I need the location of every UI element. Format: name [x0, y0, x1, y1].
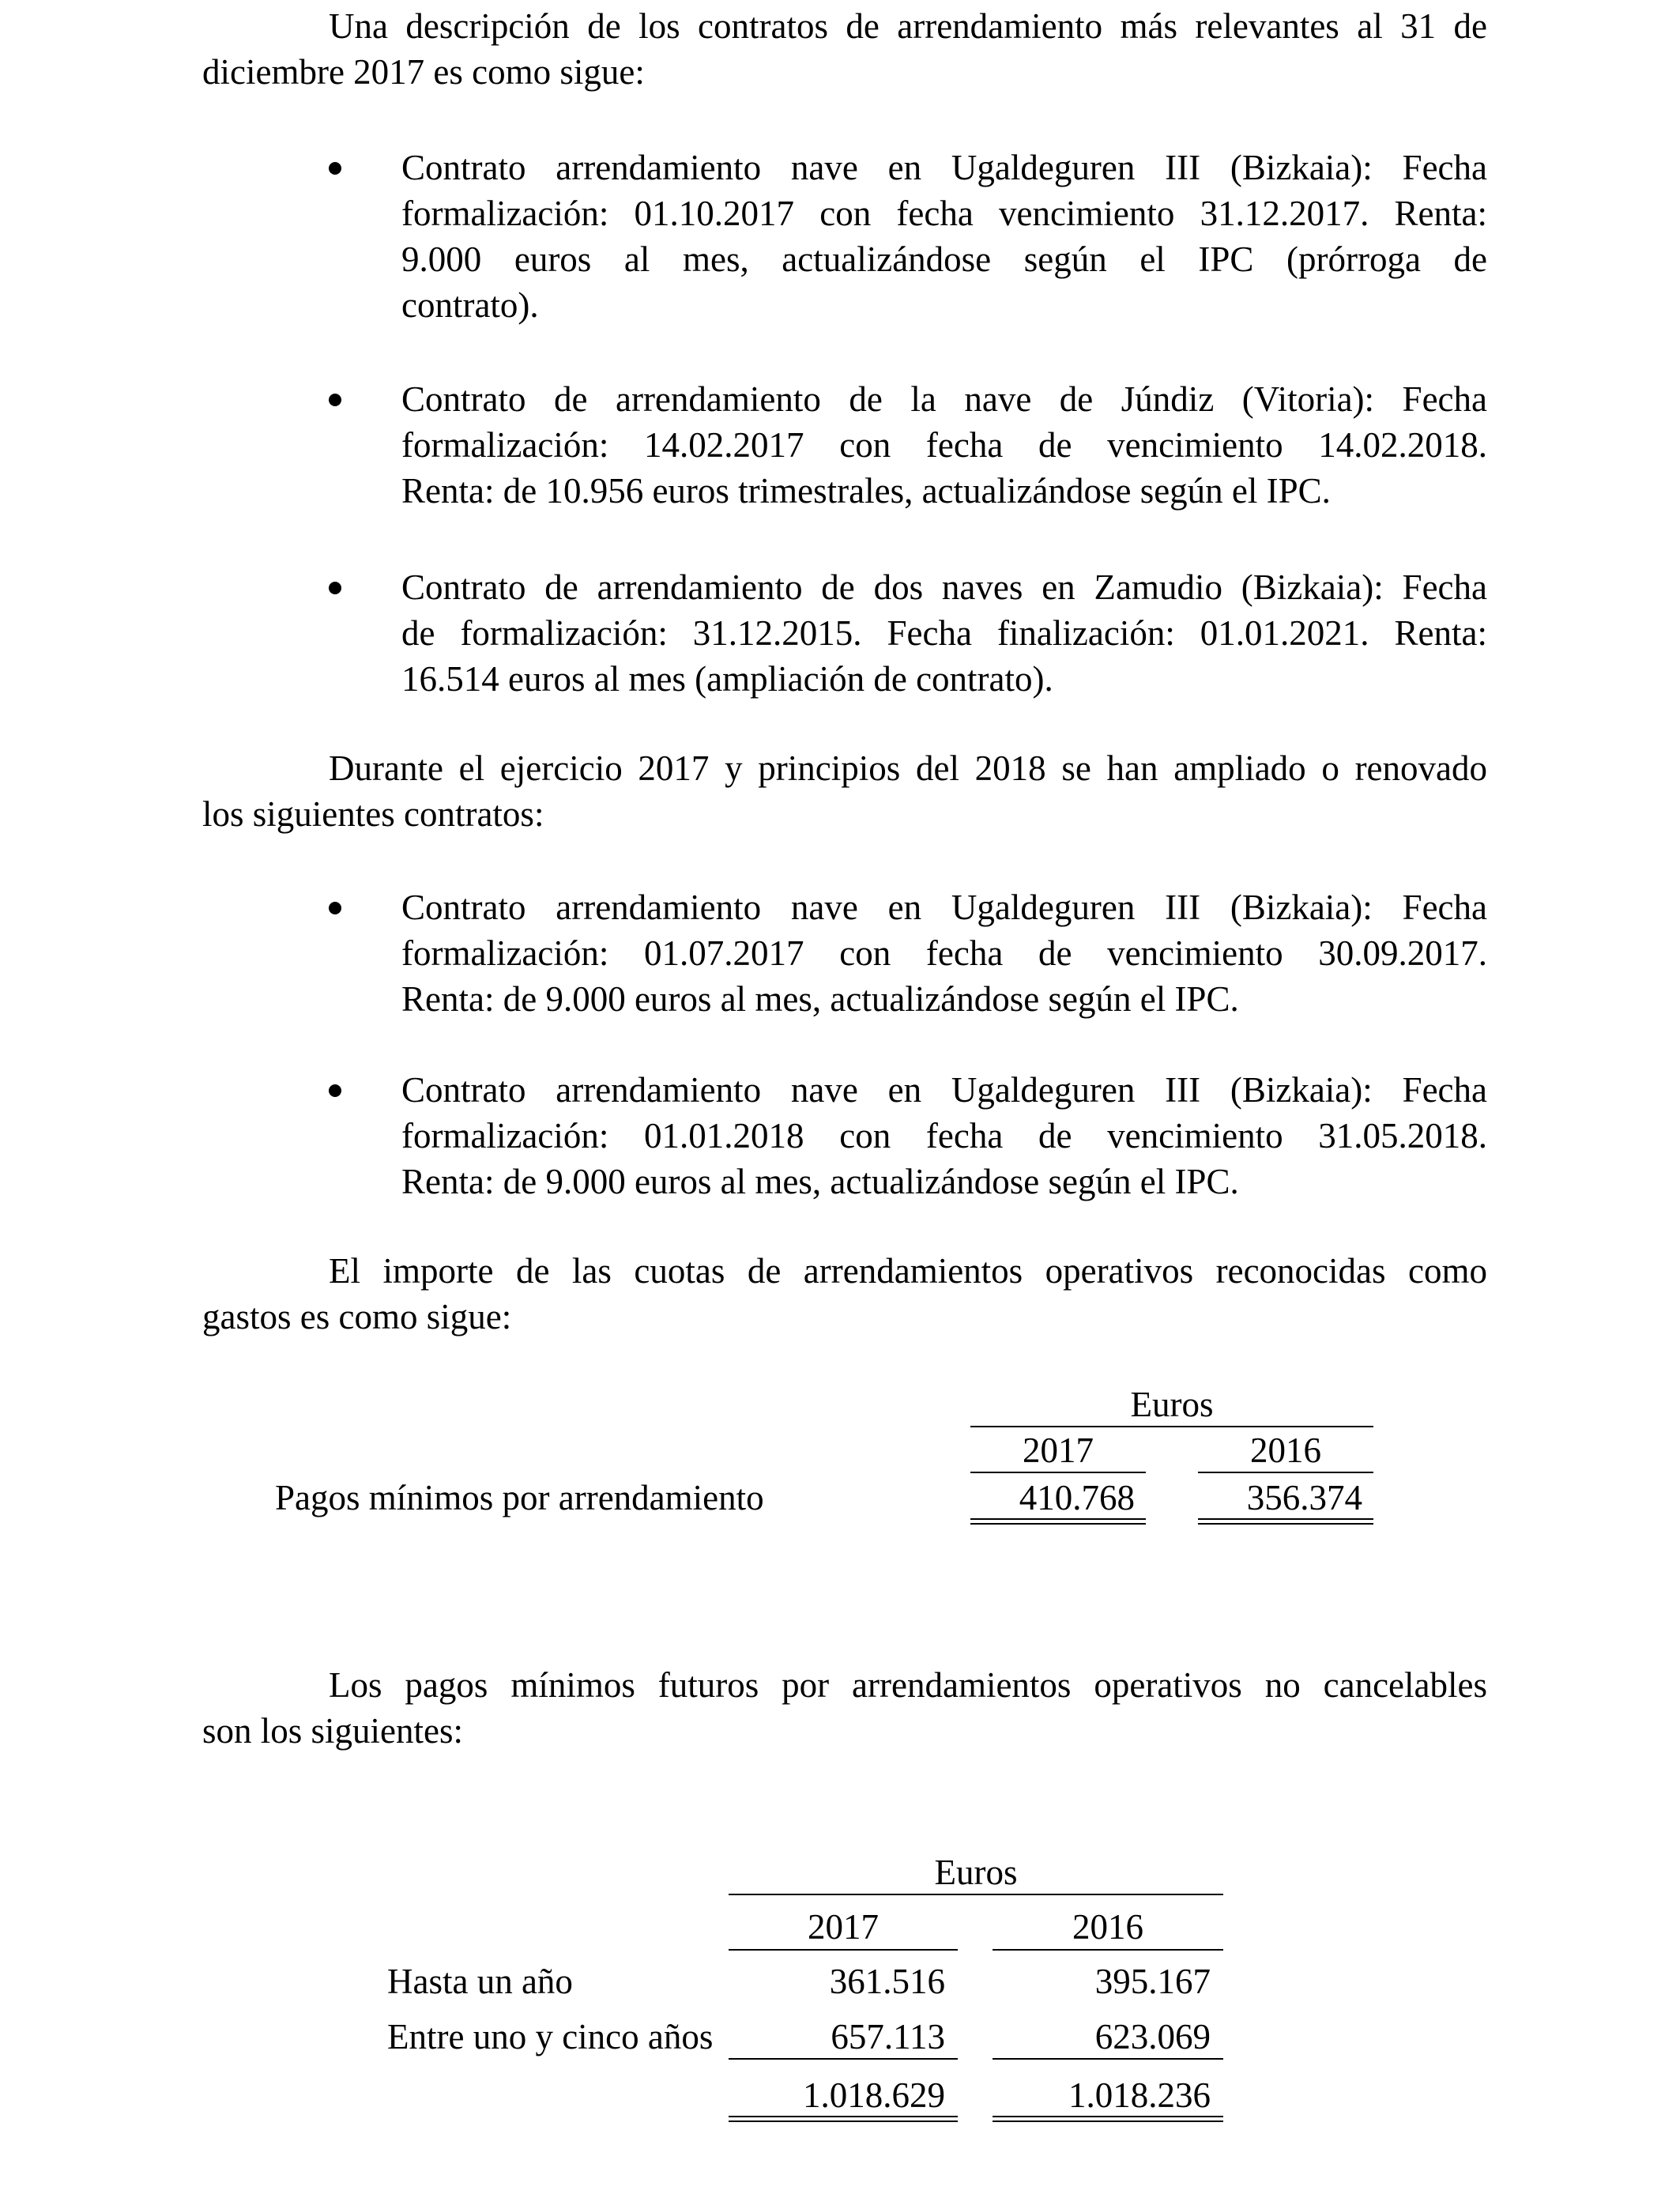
- text-line: Renta: de 10.956 euros trimestrales, actualizándose según el IPC.: [401, 471, 1331, 511]
- text-line: Contrato de arrendamiento de dos naves en Zamudio (Bizkaia): Fecha: [401, 567, 1487, 607]
- bullet-icon: [329, 1084, 341, 1097]
- text-line: los siguientes contratos:: [202, 794, 544, 834]
- text-line: Una descripción de los contratos de arrendamiento más relevantes al 31 de: [329, 6, 1487, 46]
- list-item: [401, 564, 1487, 702]
- text-line: formalización: 01.10.2017 con fecha vencimiento 31.12.2017. Renta:: [401, 194, 1487, 233]
- text-line: Contrato de arrendamiento de la nave de Júndiz (Vitoria): Fecha: [401, 379, 1487, 419]
- intro-paragraph-4: [202, 1662, 1487, 1754]
- table-total-cell: 1.018.236: [1068, 2075, 1211, 2115]
- table-cell: 657.113: [831, 2017, 945, 2056]
- table-year-header: 2016: [1250, 1431, 1321, 1470]
- text-line: diciembre 2017 es como sigue:: [202, 52, 645, 92]
- table-row-label: Hasta un año: [387, 1962, 573, 2001]
- text-line: El importe de las cuotas de arrendamientos operativos reconocidas como: [329, 1251, 1487, 1291]
- table-total-double-rule: [993, 2116, 1223, 2122]
- text-line: son los siguientes:: [202, 1711, 464, 1751]
- table-cell: 361.516: [829, 1962, 945, 2001]
- table-year-rule: [993, 1949, 1223, 1951]
- table-row-label: Pagos mínimos por arrendamiento: [275, 1478, 764, 1517]
- text-line: de formalización: 31.12.2015. Fecha finalización: 01.01.2021. Renta:: [401, 613, 1487, 653]
- text-line: contrato).: [401, 285, 539, 325]
- table-total-double-rule: [1198, 1518, 1373, 1525]
- text-line: 9.000 euros al mes, actualizándose según el IPC (prórroga de: [401, 239, 1487, 279]
- intro-paragraph-1: [202, 3, 1487, 95]
- text-line: formalización: 14.02.2017 con fecha de vencimiento 14.02.2018.: [401, 425, 1487, 465]
- text-line: formalización: 01.01.2018 con fecha de vencimiento 31.05.2018.: [401, 1116, 1487, 1155]
- text-line: Contrato arrendamiento nave en Ugaldeguren III (Bizkaia): Fecha: [401, 1070, 1487, 1110]
- text-line: gastos es como sigue:: [202, 1297, 512, 1336]
- table-year-rule: [970, 1472, 1146, 1473]
- table-currency-header: Euros: [1130, 1385, 1214, 1424]
- table-year-header: 2016: [1072, 1907, 1143, 1947]
- table-year-header: 2017: [1023, 1431, 1094, 1470]
- table-header-rule: [729, 1894, 1223, 1895]
- list-item: [401, 145, 1487, 328]
- text-line: Los pagos mínimos futuros por arrendamientos operativos no cancelables: [329, 1665, 1487, 1705]
- list-item: [401, 1067, 1487, 1204]
- table-year-rule: [1198, 1472, 1373, 1473]
- text-line: Renta: de 9.000 euros al mes, actualizándose según el IPC.: [401, 1162, 1239, 1201]
- text-line: Contrato arrendamiento nave en Ugaldeguren III (Bizkaia): Fecha: [401, 888, 1487, 927]
- bullet-icon: [329, 162, 341, 175]
- table-year-header: 2017: [808, 1907, 879, 1947]
- text-line: Durante el ejercicio 2017 y principios del 2018 se han ampliado o renovado: [329, 748, 1487, 788]
- table-cell: 395.167: [1094, 1962, 1211, 2001]
- table-total-double-rule: [729, 2116, 958, 2122]
- table-total-cell: 1.018.629: [803, 2075, 945, 2115]
- text-line: Renta: de 9.000 euros al mes, actualizándose según el IPC.: [401, 979, 1239, 1019]
- text-line: formalización: 01.07.2017 con fecha de vencimiento 30.09.2017.: [401, 933, 1487, 973]
- table-cell: 356.374: [1246, 1478, 1362, 1517]
- table-cell: 410.768: [1019, 1478, 1135, 1517]
- table-total-double-rule: [970, 1518, 1146, 1525]
- table-cell: 623.069: [1094, 2017, 1211, 2056]
- table-subtotal-rule: [993, 2058, 1223, 2060]
- intro-paragraph-2: [202, 745, 1487, 837]
- intro-paragraph-3: [202, 1248, 1487, 1340]
- table-year-rule: [729, 1949, 958, 1951]
- text-line: 16.514 euros al mes (ampliación de contrato).: [401, 659, 1053, 699]
- list-item: [401, 376, 1487, 514]
- table-row-label: Entre uno y cinco años: [387, 2017, 714, 2056]
- list-item: [401, 884, 1487, 1022]
- bullet-icon: [329, 902, 341, 914]
- text-line: Contrato arrendamiento nave en Ugaldeguren III (Bizkaia): Fecha: [401, 148, 1487, 187]
- bullet-icon: [329, 582, 341, 594]
- table-currency-header: Euros: [934, 1853, 1018, 1892]
- table-subtotal-rule: [729, 2058, 958, 2060]
- bullet-icon: [329, 394, 341, 406]
